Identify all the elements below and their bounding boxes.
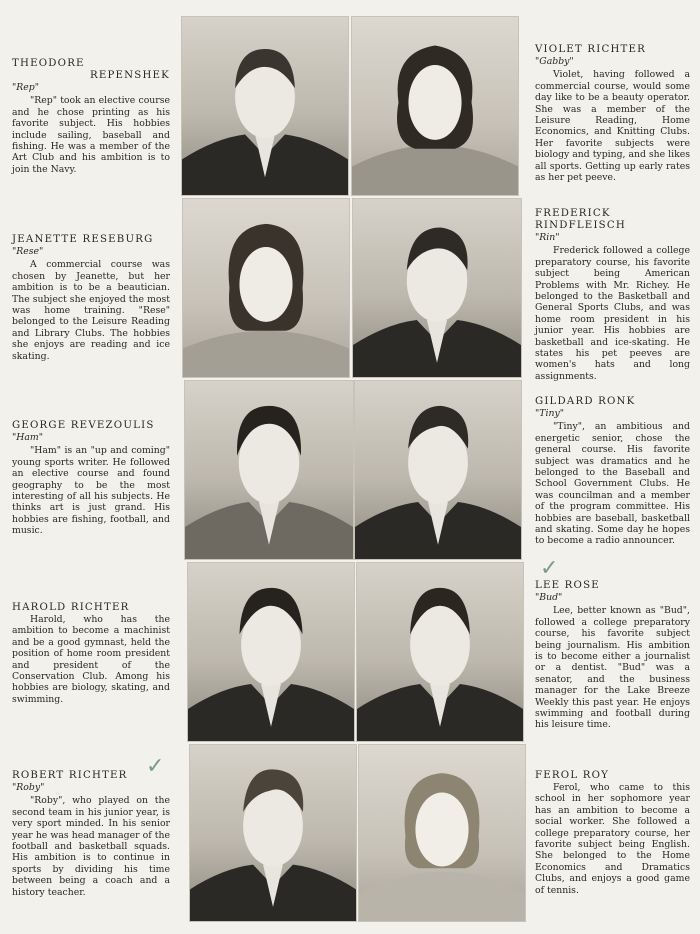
bio-v-richter xyxy=(535,44,690,183)
student-name: FREDERICK xyxy=(535,208,611,219)
bio-reseburg xyxy=(12,234,170,362)
portrait-r-richter xyxy=(189,744,357,922)
student-name: HAROLD RICHTER xyxy=(12,602,130,613)
bio-text: Lee, better known as "Bud", followed a college preparatory course, his favorite subject being journalism. His ambition is to become either a journalist or a dentist. "Bud" was a senator, and the business manager for the Lake Breeze Weekly this past year. He enjoys swimming and football during his leisure time. xyxy=(535,605,690,731)
bio-text: Ferol, who came to this school in her sophomore year has an ambition to become a social worker. She followed a college preparatory course, her favorite subject being English. She belonged to the Home Economics and Dramatics Clubs, and enjoys a good game of tennis. xyxy=(535,782,690,896)
bio-text: Violet, having followed a commercial course, would some day like to be a beauty operator. She was a member of the Leisure Reading, Home Economics, and Knitting Clubs. Her favorite subjects were biology and typing, and she likes all sports. Getting up early rates as her pet peeve. xyxy=(535,69,690,184)
portrait-roy xyxy=(358,744,526,922)
nickname: "Rese" xyxy=(12,246,44,257)
student-name: LEE ROSE xyxy=(535,580,600,591)
nickname: "Tiny" xyxy=(535,408,564,419)
nickname: "Ham" xyxy=(12,432,44,443)
bio-h-richter xyxy=(12,602,170,705)
bio-text: "Roby", who played on the second team in his junior year, is very sport minded. In his senior year he was head manager of the football and basketball squads. His ambition is to continue in sports by dividing his time between being a coach and a history teacher. xyxy=(12,795,170,898)
bio-text: "Rep" took an elective course and he chose printing as his favorite subject. His hobbies include sailing, baseball and fishing. He was a member of the Art Club and his ambition is to join the Navy. xyxy=(12,95,170,175)
bio-ronk xyxy=(535,396,690,547)
student-name-line2: REPENSHEK xyxy=(89,70,170,81)
nickname: "Roby" xyxy=(12,782,45,793)
portrait-reseburg xyxy=(182,198,350,378)
student-name: ROBERT RICHTER xyxy=(12,770,128,781)
bio-rindfleisch xyxy=(535,208,690,382)
portrait-rose xyxy=(356,562,524,742)
portrait-repenshek xyxy=(181,16,349,196)
bio-rose xyxy=(535,580,690,731)
nickname: "Rin" xyxy=(535,232,560,243)
nickname: "Gabby" xyxy=(535,56,574,67)
student-name: JEANETTE RESEBURG xyxy=(12,234,154,245)
student-name: FEROL ROY xyxy=(535,770,610,781)
bio-roy xyxy=(535,770,690,896)
nickname: "Rep" xyxy=(12,82,40,93)
portrait-revezoulis xyxy=(184,380,354,560)
portrait-h-richter xyxy=(187,562,355,742)
bio-text: "Ham" is an "up and coming" young sports writer. He followed an elective course and found geography to be the most interesting of all his subjects. He thinks art is just grand. His hobbies are fishing, football, and music. xyxy=(12,445,170,537)
bio-revezoulis xyxy=(12,420,170,537)
student-name: GILDARD RONK xyxy=(535,396,636,407)
portrait-v-richter xyxy=(351,16,519,196)
bio-text: Frederick followed a college preparatory course, his favorite subject being American Problems with Mr. Richey. He belonged to the Basketball and General Sports Clubs, and was home room president in his junior year. His hobbies are basketball and ice-skating. He states his pet peeves are women's hats and long assignments. xyxy=(535,245,690,382)
check-mark-icon: ✓ xyxy=(146,754,165,779)
bio-r-richter xyxy=(12,770,170,898)
check-mark-icon: ✓ xyxy=(540,556,559,581)
portrait-ronk xyxy=(354,380,522,560)
portrait-rindfleisch xyxy=(352,198,522,378)
student-name: GEORGE REVEZOULIS xyxy=(12,420,155,431)
student-name: THEODORE xyxy=(12,58,85,69)
bio-text: A commercial course was chosen by Jeanette, but her ambition is to be a beautician. The subject she enjoyed the most was home training. "Rese" belonged to the Leisure Reading and Library Clubs. The hobbies she enjoys are reading and ice skating. xyxy=(12,259,170,362)
bio-repenshek xyxy=(12,58,170,175)
bio-text: Harold, who has the ambition to become a machinist and be a good gymnast, held the position of home room president and president of the Conservation Club. Among his hobbies are biology, skating, and swimming. xyxy=(12,614,170,705)
student-name: VIOLET RICHTER xyxy=(535,44,647,55)
bio-text: "Tiny", an ambitious and energetic senior, chose the general course. His favorite subject was dramatics and he belonged to the Baseball and School Government Clubs. He was councilman and a member of the program committee. His hobbies are baseball, basketball and skating. Some day he hopes to become a radio announcer. xyxy=(535,421,690,547)
student-name-line2: RINDFLEISCH xyxy=(535,220,626,231)
nickname: "Bud" xyxy=(535,592,563,603)
